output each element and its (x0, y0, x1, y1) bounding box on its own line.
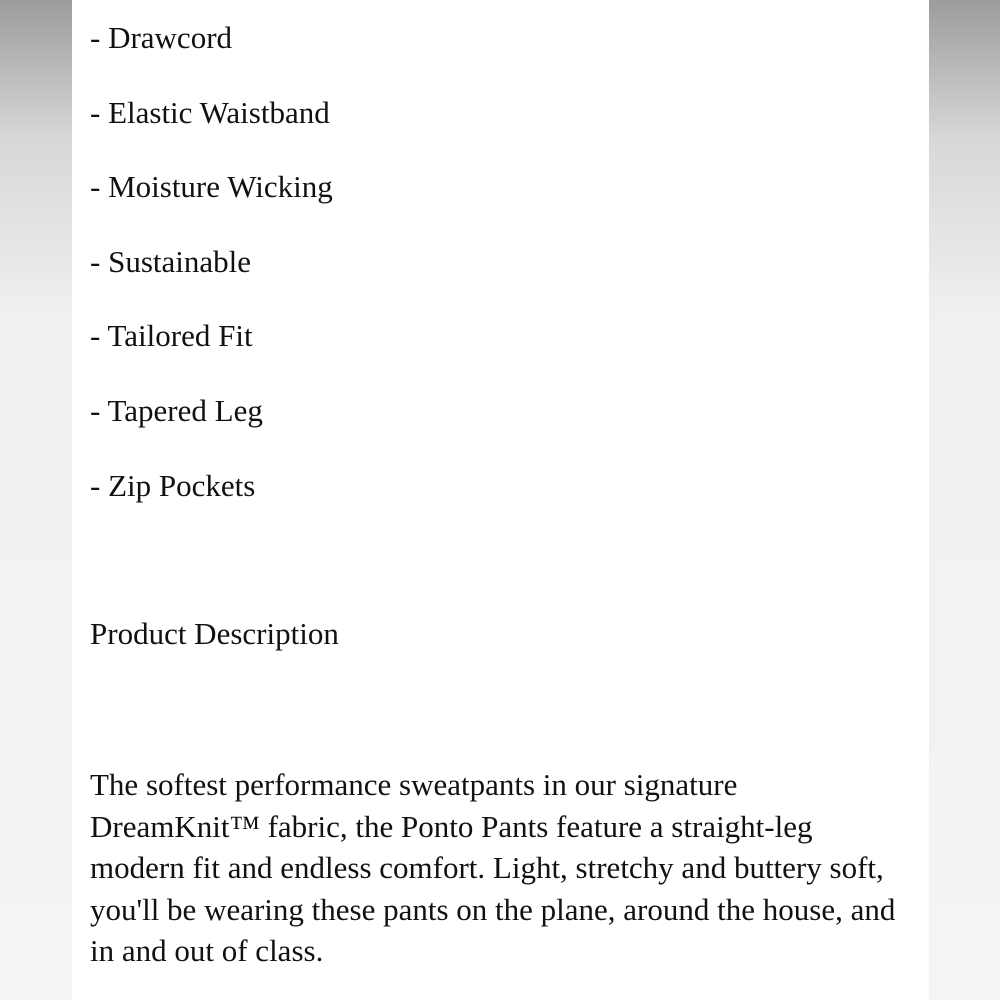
feature-item-tapered-leg: - Tapered Leg (90, 393, 263, 428)
document-page (72, 0, 929, 1000)
feature-item-elastic-waistband: - Elastic Waistband (90, 95, 330, 130)
product-description-body: The softest performance sweatpants in our signature DreamKnit™ fabric, the Ponto Pants feature a straight-leg modern fit and endless comfort. Light, stretchy and buttery soft, you'll be wearing these pants on the plane, around the house, and in and out of class. (90, 767, 896, 968)
feature-item-zip-pockets: - Zip Pockets (90, 468, 256, 503)
left-margin (0, 0, 72, 1000)
right-margin (929, 0, 1000, 1000)
feature-item-moisture-wicking: - Moisture Wicking (90, 169, 333, 204)
feature-item-tailored-fit: - Tailored Fit (90, 318, 253, 353)
feature-item-drawcord: - Drawcord (90, 20, 233, 55)
feature-item-sustainable: - Sustainable (90, 244, 251, 279)
product-description-heading: Product Description (90, 616, 339, 651)
